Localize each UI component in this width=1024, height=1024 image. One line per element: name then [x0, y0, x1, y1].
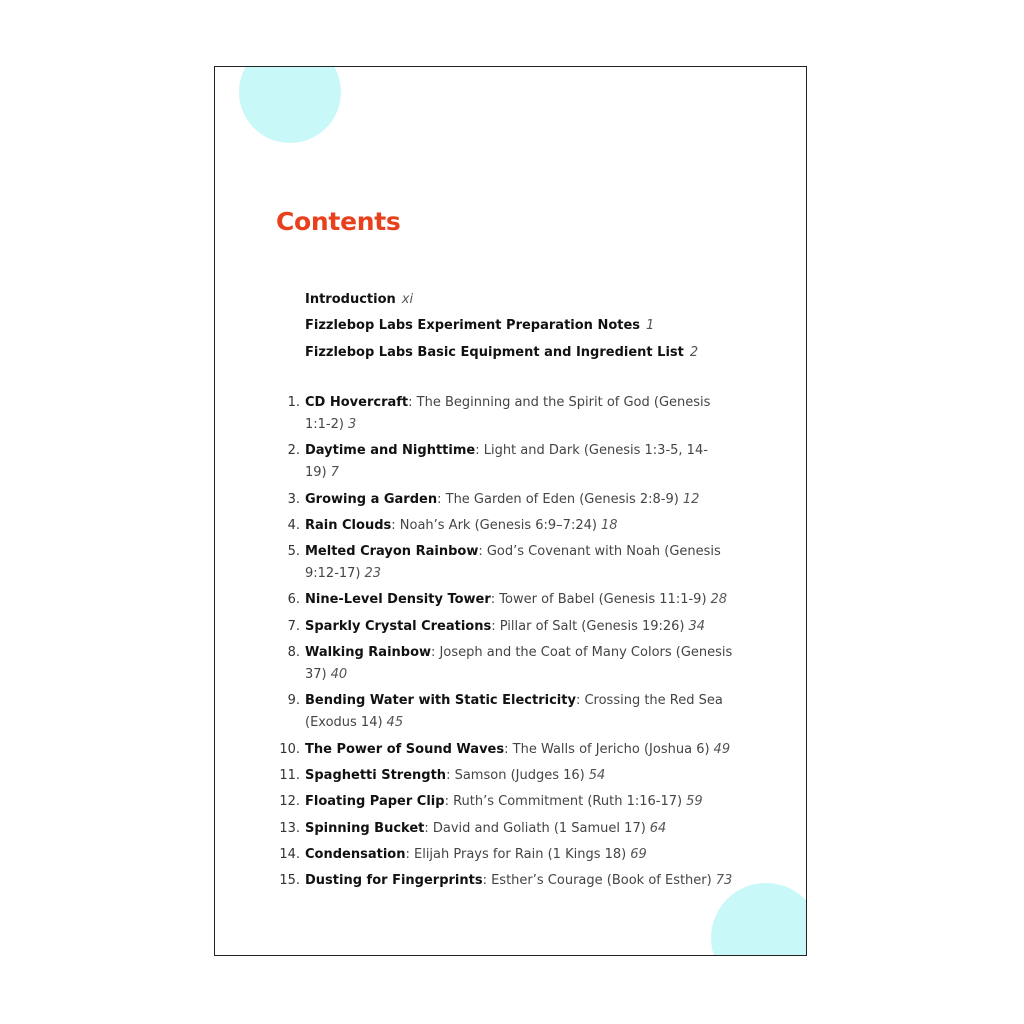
chapter-entry: [305, 392, 740, 436]
chapter-title: Growing a Garden: [305, 491, 438, 507]
front-matter-item: [305, 342, 785, 368]
chapter-item: [265, 791, 765, 813]
chapter-title: Rain Clouds: [305, 517, 392, 533]
chapter-entry: [305, 690, 740, 734]
chapter-item: [265, 739, 765, 761]
page-number: 49: [713, 741, 731, 757]
decorative-circle-top: [239, 66, 341, 143]
front-matter-list: [305, 289, 785, 368]
chapter-title: Condensation: [305, 846, 406, 862]
chapter-number: 7.: [287, 618, 300, 634]
chapter-item: [265, 392, 765, 436]
front-matter-item: [305, 315, 785, 341]
chapter-number: 14.: [279, 846, 300, 862]
chapter-entry: [305, 818, 740, 840]
page-number: 69: [630, 846, 647, 862]
chapter-number: 4.: [287, 517, 300, 533]
page-number: 12: [682, 491, 700, 507]
chapter-title: Sparkly Crystal Creations: [305, 618, 492, 634]
page-number: 28: [710, 592, 728, 608]
page-number: 1: [646, 318, 655, 334]
page-title: Contents: [276, 207, 401, 236]
chapter-number: 10.: [279, 741, 300, 757]
chapter-number: 8.: [287, 645, 300, 661]
chapter-description: : Light and Dark (Genesis 1:3-5, 14-19): [305, 443, 708, 481]
chapter-item: [265, 489, 765, 511]
chapter-title: Dusting for Fingerprints: [305, 873, 483, 889]
chapter-item: [265, 642, 765, 686]
chapter-item: [265, 690, 765, 734]
front-matter-label: Introduction: [305, 292, 396, 307]
chapter-title: CD Hovercraft: [305, 395, 409, 410]
chapter-entry: [305, 616, 740, 638]
chapter-entry: [305, 791, 740, 813]
front-matter-item: [305, 289, 785, 315]
chapter-entry: [305, 589, 740, 611]
page-number: 18: [600, 517, 618, 533]
chapter-entry: [305, 440, 740, 484]
chapter-title: Daytime and Nighttime: [305, 443, 476, 459]
chapter-number: 5.: [287, 544, 300, 560]
chapter-entry: [305, 844, 740, 866]
chapter-description: : Tower of Babel (Genesis 11:1-9): [490, 592, 707, 608]
chapter-entry: [305, 765, 740, 787]
page-number: 7: [330, 465, 339, 481]
page-number: 64: [649, 820, 667, 836]
chapter-number: 15.: [279, 873, 300, 889]
chapter-description: : David and Goliath (1 Samuel 17): [424, 820, 646, 836]
chapter-title: Spaghetti Strength: [305, 767, 447, 783]
chapter-number: 3.: [287, 491, 300, 507]
chapter-item: [265, 515, 765, 537]
chapter-title: Nine-Level Density Tower: [305, 592, 491, 608]
chapter-item: [265, 870, 765, 892]
chapter-description: : Samson (Judges 16): [446, 767, 585, 783]
chapter-entry: [305, 541, 740, 585]
chapter-description: : Noah’s Ark (Genesis 6:9–7:24): [391, 517, 597, 533]
chapter-item: [265, 818, 765, 840]
chapter-number: 12.: [279, 794, 300, 810]
chapter-title: Melted Crayon Rainbow: [305, 544, 479, 560]
page-number: 40: [330, 667, 348, 683]
chapter-title: Bending Water with Static Electricity: [305, 693, 576, 709]
chapter-entry: [305, 489, 740, 511]
page-number: 34: [688, 618, 706, 634]
page-number: xi: [401, 292, 414, 307]
chapter-title: Spinning Bucket: [305, 820, 425, 836]
chapter-number: 11.: [279, 767, 300, 783]
page-number: 2: [689, 344, 699, 360]
chapter-description: : God’s Covenant with Noah (Genesis 9:12-17): [305, 544, 721, 582]
chapter-title: Walking Rainbow: [305, 645, 432, 661]
chapter-description: : Crossing the Red Sea (Exodus 14): [305, 693, 723, 731]
chapter-title: Floating Paper Clip: [305, 794, 445, 810]
book-page: [214, 66, 807, 956]
front-matter-label: Fizzlebop Labs Basic Equipment and Ingredient List: [305, 344, 684, 360]
chapter-entry: [305, 515, 740, 537]
page-number: 3: [347, 417, 357, 432]
chapter-list: [265, 392, 765, 896]
chapter-description: : The Garden of Eden (Genesis 2:8-9): [437, 491, 679, 507]
chapter-item: [265, 541, 765, 585]
page-number: 54: [588, 767, 606, 783]
page-number: 23: [364, 566, 382, 582]
chapter-entry: [305, 870, 740, 892]
chapter-number: 6.: [287, 592, 300, 608]
chapter-description: : Joseph and the Coat of Many Colors (Genesis 37): [305, 645, 733, 683]
page-number: 73: [715, 873, 733, 889]
chapter-number: 13.: [279, 820, 300, 836]
chapter-description: : Pillar of Salt (Genesis 19:26): [491, 618, 685, 634]
chapter-description: : Ruth’s Commitment (Ruth 1:16-17): [444, 794, 683, 810]
chapter-number: 9.: [287, 693, 300, 709]
chapter-entry: [305, 739, 740, 761]
page-number: 59: [686, 794, 703, 810]
chapter-description: : Esther’s Courage (Book of Esther): [482, 873, 712, 889]
chapter-number: 1.: [287, 395, 300, 410]
front-matter-label: Fizzlebop Labs Experiment Preparation Notes: [305, 318, 641, 334]
chapter-description: : The Beginning and the Spirit of God (Genesis 1:1-2): [305, 395, 711, 432]
chapter-title: The Power of Sound Waves: [305, 741, 505, 757]
chapter-item: [265, 844, 765, 866]
chapter-item: [265, 765, 765, 787]
chapter-item: [265, 589, 765, 611]
chapter-item: [265, 440, 765, 484]
page-number: 45: [386, 715, 404, 731]
chapter-description: : Elijah Prays for Rain (1 Kings 18): [405, 846, 627, 862]
chapter-item: [265, 616, 765, 638]
chapter-entry: [305, 642, 740, 686]
chapter-number: 2.: [287, 443, 300, 459]
chapter-description: : The Walls of Jericho (Joshua 6): [504, 741, 710, 757]
